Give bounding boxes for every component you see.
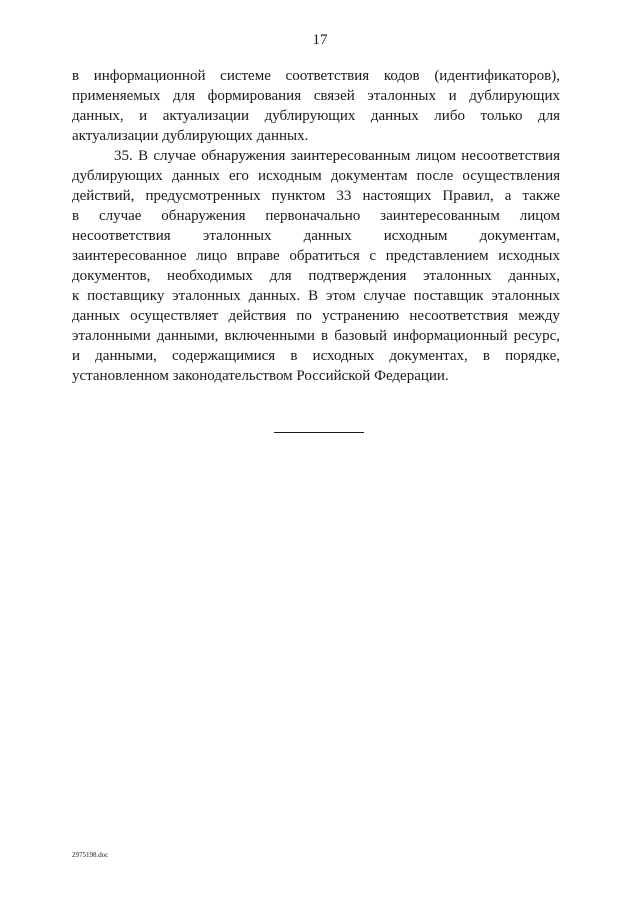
text-line: документов, необходимых для подтверждения эталонных данных,	[72, 268, 560, 284]
text-line: и данными, содержащимися в исходных документах, в порядке,	[72, 348, 560, 364]
text-line: установленном законодательством Российской Федерации.	[72, 368, 449, 384]
page-number: 17	[312, 32, 328, 48]
text-line: применяемых для формирования связей эталонных и дублирующих	[72, 88, 560, 104]
text-line: данных осуществляет действия по устранению несоответствия между	[72, 308, 560, 324]
paragraph-35	[72, 146, 560, 386]
end-of-document-rule	[274, 432, 364, 433]
text-line: несоответствия эталонных данных исходным документам,	[72, 228, 560, 244]
text-line: в информационной системе соответствия кодов (идентификаторов),	[72, 68, 560, 84]
text-line: в случае обнаружения первоначально заинтересованным лицом	[72, 208, 560, 224]
paragraph-continuation	[72, 66, 560, 146]
text-line: актуализации дублирующих данных.	[72, 128, 309, 144]
text-line: заинтересованное лицо вправе обратиться с представлением исходных	[72, 248, 560, 264]
text-line: эталонными данными, включенными в базовый информационный ресурс,	[72, 328, 560, 344]
text-line: данных, и актуализации дублирующих данных либо только для	[72, 108, 560, 124]
text-line: 35. В случае обнаружения заинтересованным лицом несоответствия	[114, 148, 560, 164]
document-file-code: 2975198.doc	[72, 851, 109, 859]
text-line: действий, предусмотренных пунктом 33 настоящих Правил, а также	[72, 188, 560, 204]
document-body	[72, 66, 560, 386]
text-line: к поставщику эталонных данных. В этом случае поставщик эталонных	[72, 288, 560, 304]
text-line: дублирующих данных его исходным документам после осуществления	[72, 168, 560, 184]
